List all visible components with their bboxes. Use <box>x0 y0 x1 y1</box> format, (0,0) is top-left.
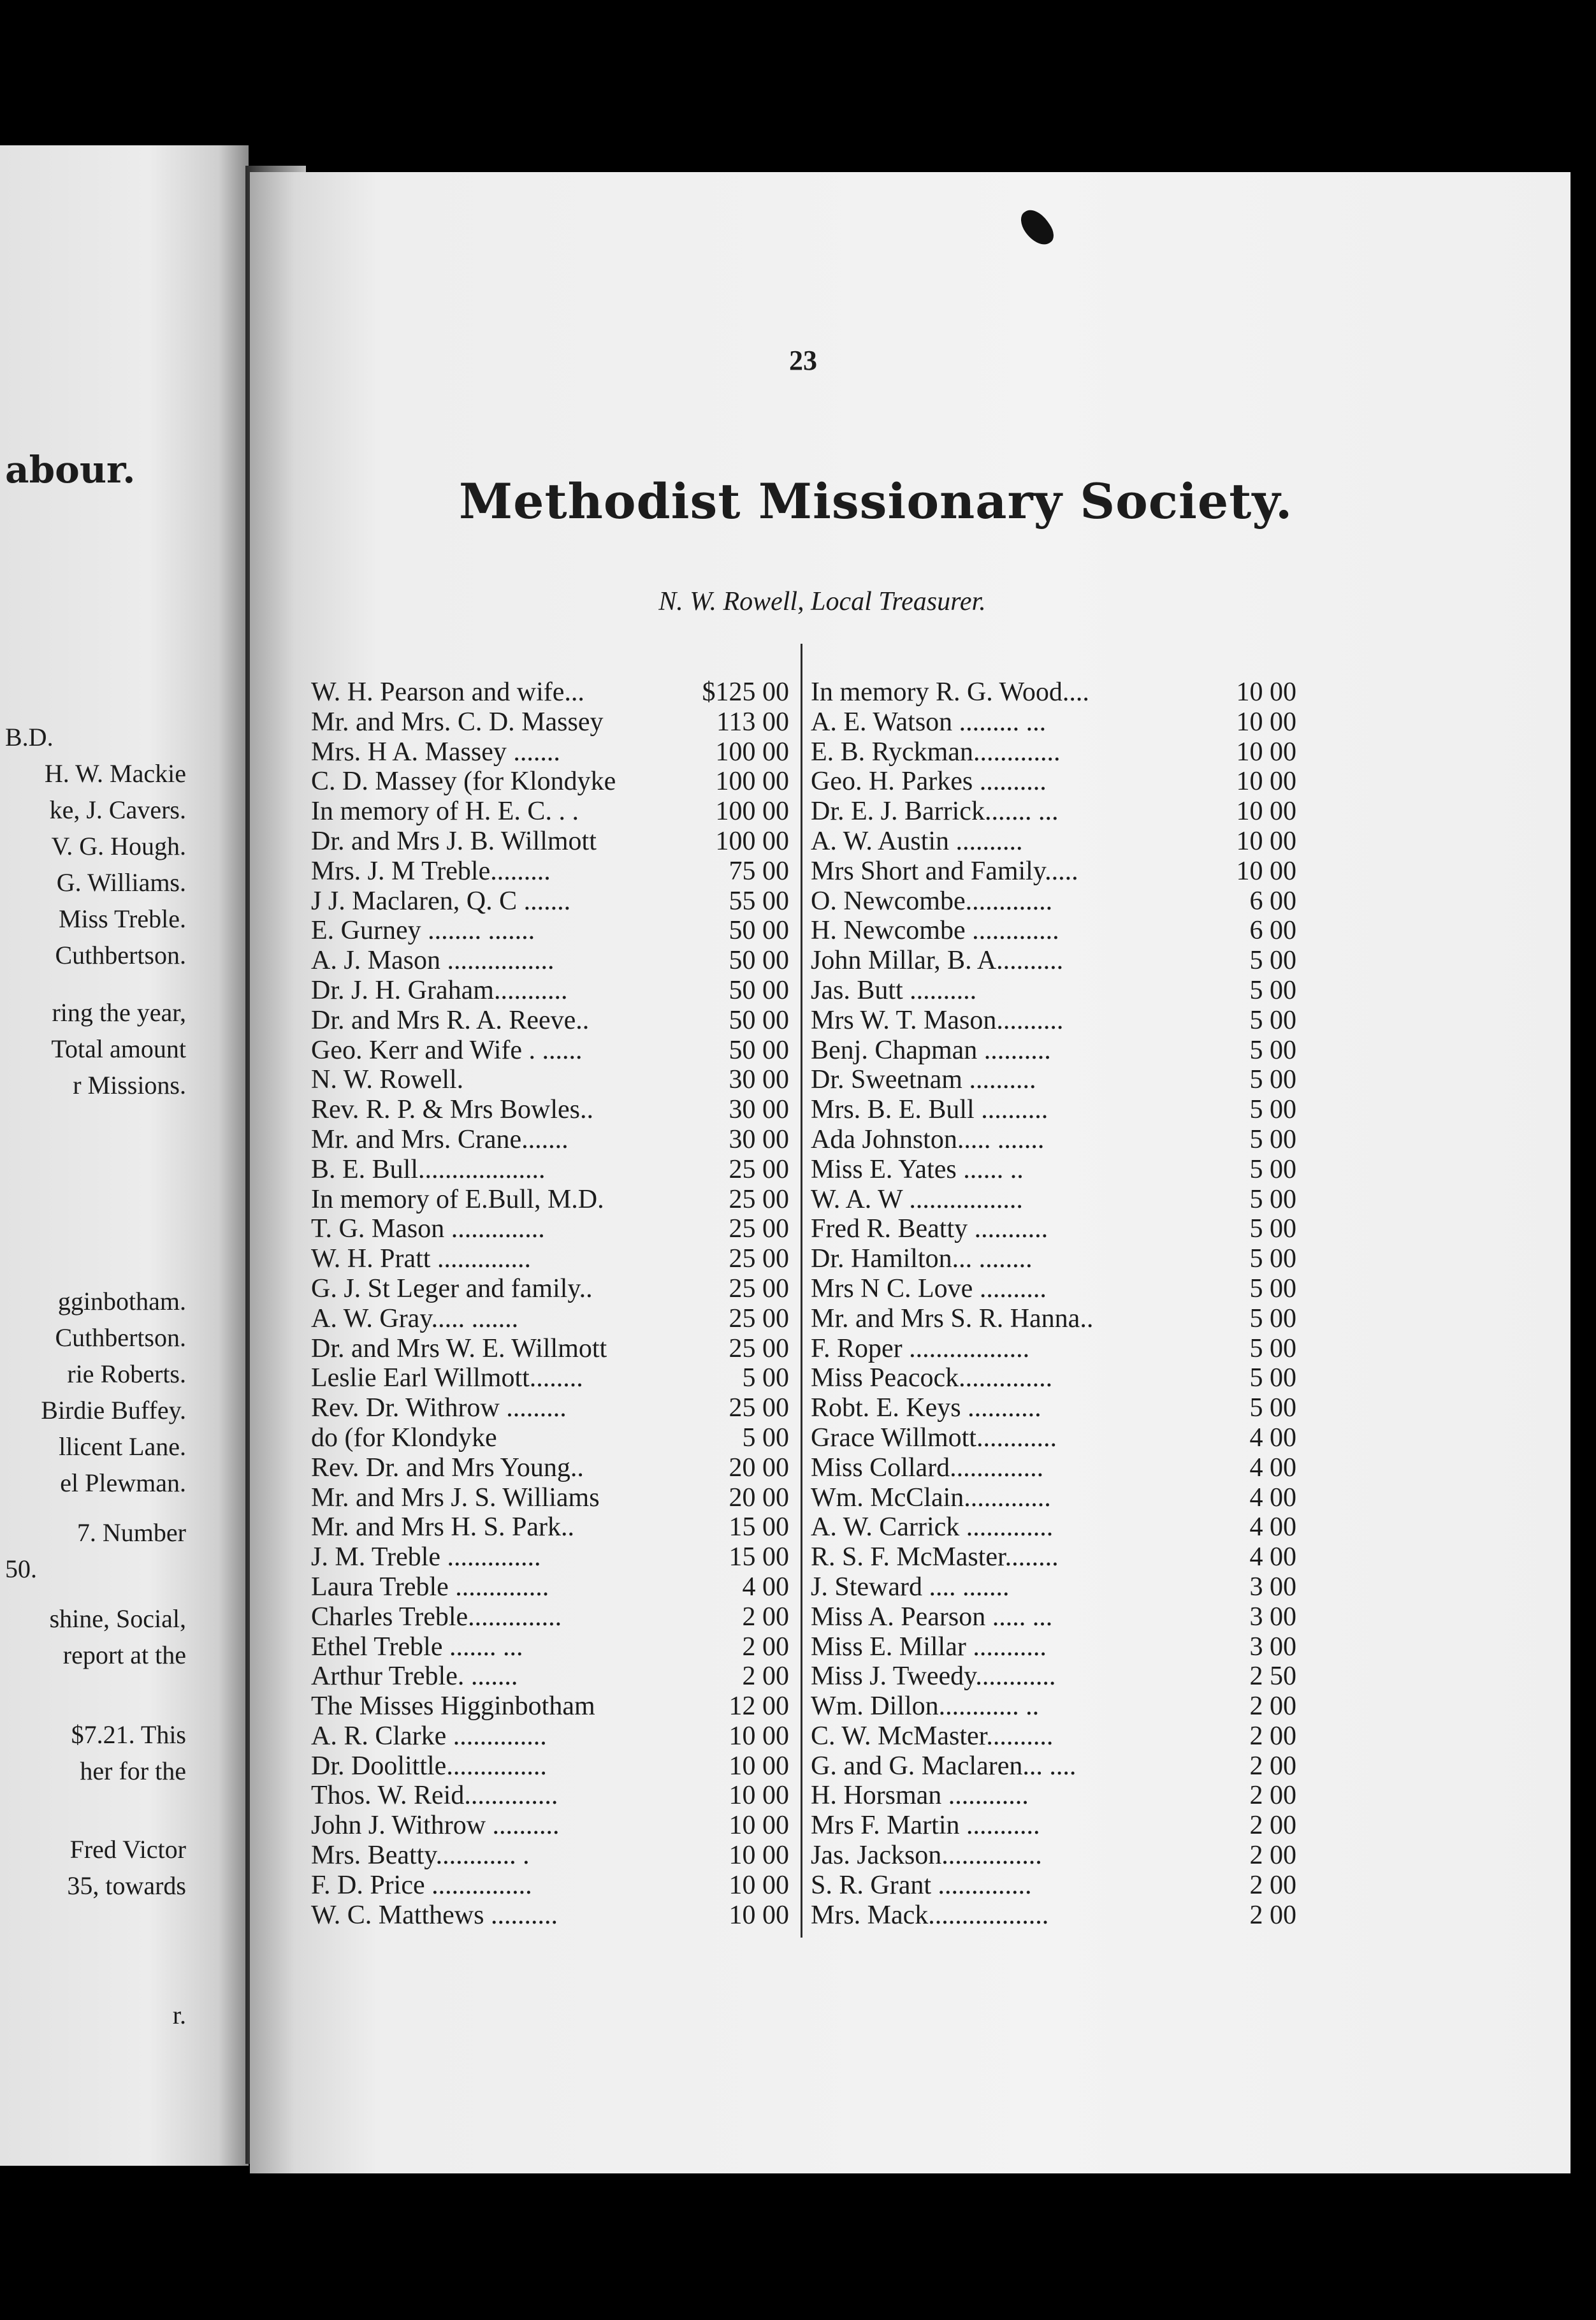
donor-name: Leslie Earl Willmott........ <box>311 1363 583 1393</box>
left-page-line: G. Williams. <box>56 868 186 897</box>
donation-amount: 10 00 <box>729 1870 789 1900</box>
donation-row <box>811 1900 1296 1930</box>
donation-row <box>311 915 789 945</box>
donation-amount: 5 00 <box>1249 1095 1296 1125</box>
donation-amount: 100 00 <box>715 737 789 767</box>
donation-row <box>311 1363 789 1393</box>
donation-row <box>311 796 789 826</box>
donation-amount: 30 00 <box>729 1124 789 1154</box>
donation-row <box>811 1005 1296 1035</box>
donation-row <box>811 1333 1296 1363</box>
donation-row <box>311 1512 789 1542</box>
donation-row <box>811 975 1296 1005</box>
donor-name: Mrs Short and Family..... <box>811 856 1078 886</box>
donor-name: R. S. F. McMaster........ <box>811 1542 1059 1572</box>
donor-name: E. B. Ryckman............. <box>811 737 1061 767</box>
donation-row <box>811 1184 1296 1214</box>
donor-name: A. E. Watson ......... ... <box>811 707 1047 737</box>
donation-amount: 2 00 <box>1249 1900 1296 1930</box>
donor-name: B. E. Bull................... <box>311 1154 546 1184</box>
donation-row <box>811 1602 1296 1632</box>
donor-name: Thos. W. Reid.............. <box>311 1781 558 1811</box>
donor-name: F. D. Price ............... <box>311 1870 532 1900</box>
left-page-line: $7.21. This <box>71 1720 186 1749</box>
donation-row <box>811 796 1296 826</box>
left-page-line: gginbotham. <box>57 1287 186 1316</box>
donation-row <box>811 1691 1296 1721</box>
donor-name: G. and G. Maclaren... .... <box>811 1751 1077 1781</box>
donation-row <box>311 1632 789 1662</box>
donation-amount: 4 00 <box>1249 1483 1296 1512</box>
donation-amount: 4 00 <box>742 1572 789 1602</box>
donor-name: W. C. Matthews .......... <box>311 1900 558 1930</box>
donation-amount: 5 00 <box>1249 1184 1296 1214</box>
donation-amount: 5 00 <box>1249 1005 1296 1035</box>
donor-name: Rev. Dr. and Mrs Young.. <box>311 1453 584 1483</box>
donation-row <box>811 1154 1296 1184</box>
donation-amount: $125 00 <box>702 678 789 707</box>
donation-amount: 25 00 <box>729 1393 789 1423</box>
left-page-line: Birdie Buffey. <box>41 1396 186 1425</box>
donation-row <box>811 707 1296 737</box>
donor-name: Geo. Kerr and Wife . ...... <box>311 1035 583 1065</box>
donation-amount: 10 00 <box>1236 678 1296 707</box>
donation-row <box>311 677 789 707</box>
donation-row <box>811 1035 1296 1065</box>
donor-name: Jas. Jackson............... <box>811 1841 1042 1871</box>
left-page-line: Cuthbertson. <box>55 1323 186 1352</box>
donation-amount: 25 00 <box>729 1244 789 1274</box>
donor-name: A. W. Gray..... ....... <box>311 1303 519 1333</box>
donor-name: Rev. Dr. Withrow ......... <box>311 1393 567 1423</box>
donation-row <box>311 1840 789 1870</box>
donation-amount: 5 00 <box>1249 1124 1296 1154</box>
donation-amount: 10 00 <box>1236 707 1296 737</box>
donor-name: Robt. E. Keys ........... <box>811 1393 1041 1423</box>
donation-row <box>811 1243 1296 1273</box>
column-divider <box>801 644 802 1938</box>
donor-name: G. J. St Leger and family.. <box>311 1273 593 1303</box>
donation-row <box>311 1780 789 1810</box>
donation-row <box>811 1840 1296 1870</box>
donation-amount: 10 00 <box>729 1900 789 1930</box>
donor-name: H. Horsman ............ <box>811 1781 1029 1811</box>
donation-row <box>311 1691 789 1721</box>
donation-amount: 50 00 <box>729 1005 789 1035</box>
donor-name: C. W. McMaster.......... <box>811 1721 1054 1751</box>
donation-amount: 100 00 <box>715 767 789 797</box>
donation-amount: 5 00 <box>1249 1065 1296 1095</box>
left-page-line: report at the <box>62 1641 186 1669</box>
donation-amount: 10 00 <box>1236 856 1296 886</box>
donor-name: Mrs F. Martin ........... <box>811 1811 1040 1841</box>
donation-row <box>311 1751 789 1781</box>
donor-name: In memory of E.Bull, M.D. <box>311 1184 604 1214</box>
donor-name: Mr. and Mrs S. R. Hanna.. <box>811 1303 1094 1333</box>
donor-name: S. R. Grant .............. <box>811 1870 1032 1900</box>
donation-row <box>811 677 1296 707</box>
donation-amount: 12 00 <box>729 1692 789 1722</box>
donor-name: Wm. Dillon............ .. <box>811 1692 1040 1722</box>
donation-amount: 3 00 <box>1249 1572 1296 1602</box>
donor-name: Miss A. Pearson ..... ... <box>811 1602 1053 1632</box>
left-page-line: ring the year, <box>52 998 186 1027</box>
donation-row <box>311 1721 789 1751</box>
donation-row <box>311 1005 789 1035</box>
donor-name: Mrs W. T. Mason.......... <box>811 1005 1064 1035</box>
page-number: 23 <box>789 345 817 376</box>
donation-row <box>811 915 1296 945</box>
donation-row <box>311 1870 789 1900</box>
donation-amount: 5 00 <box>1249 1273 1296 1303</box>
donation-amount: 5 00 <box>1249 1035 1296 1065</box>
donation-amount: 50 00 <box>729 1035 789 1065</box>
donation-amount: 5 00 <box>1249 1214 1296 1244</box>
donation-row <box>311 826 789 856</box>
donation-amount: 30 00 <box>729 1095 789 1125</box>
donor-name: A. R. Clarke .............. <box>311 1721 547 1751</box>
donor-name: John J. Withrow .......... <box>311 1811 560 1841</box>
donation-amount: 50 00 <box>729 916 789 946</box>
donation-amount: 25 00 <box>729 1154 789 1184</box>
donor-name: John Millar, B. A.......... <box>811 946 1064 976</box>
donation-row <box>311 707 789 737</box>
donation-row <box>811 1512 1296 1542</box>
donor-name: W. A. W ................. <box>811 1184 1023 1214</box>
donor-name: Mr. and Mrs J. S. Williams <box>311 1483 600 1512</box>
donation-amount: 6 00 <box>1249 916 1296 946</box>
donation-amount: 4 00 <box>1249 1423 1296 1453</box>
left-page-heading: abour. <box>5 448 136 491</box>
donor-name: Mrs. J. M Treble......... <box>311 856 551 886</box>
donation-row <box>311 1243 789 1273</box>
donation-row <box>811 1363 1296 1393</box>
donation-row <box>311 1064 789 1094</box>
donation-amount: 50 00 <box>729 946 789 976</box>
donor-name: C. D. Massey (for Klondyke <box>311 767 616 797</box>
page-subtitle: N. W. Rowell, Local Treasurer. <box>658 587 986 616</box>
donor-name: J. Steward .... ....... <box>811 1572 1010 1602</box>
donation-amount: 30 00 <box>729 1065 789 1095</box>
donation-amount: 20 00 <box>729 1483 789 1512</box>
donation-row <box>811 1423 1296 1453</box>
donation-row <box>311 1483 789 1512</box>
donation-row <box>811 826 1296 856</box>
donor-name: Mrs. B. E. Bull .......... <box>811 1095 1048 1125</box>
left-page-line: Total amount <box>51 1034 186 1063</box>
donation-row <box>311 1094 789 1124</box>
donation-row <box>811 1751 1296 1781</box>
donor-name: F. Roper .................. <box>811 1333 1030 1363</box>
donor-name: Dr. Sweetnam .......... <box>811 1065 1036 1095</box>
donor-name: Dr. and Mrs W. E. Willmott <box>311 1333 607 1363</box>
donation-amount: 10 00 <box>729 1781 789 1811</box>
donation-amount: 100 00 <box>715 797 789 827</box>
donor-name: Dr. Doolittle............... <box>311 1751 547 1781</box>
donation-amount: 2 00 <box>1249 1841 1296 1871</box>
left-page-line: ke, J. Cavers. <box>49 795 186 824</box>
page-title: Methodist Missionary Society. <box>459 473 1293 530</box>
left-page-line: r Missions. <box>73 1071 186 1099</box>
donation-row <box>311 1602 789 1632</box>
donation-amount: 2 00 <box>742 1662 789 1692</box>
donor-name: A. J. Mason ................ <box>311 946 555 976</box>
donor-name: Miss J. Tweedy............ <box>811 1662 1056 1692</box>
donor-name: J J. Maclaren, Q. C ....... <box>311 886 571 916</box>
donation-amount: 3 00 <box>1249 1632 1296 1662</box>
donation-amount: 25 00 <box>729 1333 789 1363</box>
donation-row <box>311 1303 789 1333</box>
donor-name: Geo. H. Parkes .......... <box>811 767 1047 797</box>
donation-row <box>311 1453 789 1483</box>
donation-row <box>311 1333 789 1363</box>
donation-amount: 100 00 <box>715 826 789 856</box>
donation-amount: 10 00 <box>729 1841 789 1871</box>
left-page-line: shine, Social, <box>49 1604 186 1633</box>
donor-name: T. G. Mason .............. <box>311 1214 545 1244</box>
donor-name: Arthur Treble. ....... <box>311 1662 518 1692</box>
donor-name: Charles Treble.............. <box>311 1602 562 1632</box>
donation-amount: 10 00 <box>729 1751 789 1781</box>
donation-row <box>811 856 1296 886</box>
donor-name: Rev. R. P. & Mrs Bowles.. <box>311 1095 593 1125</box>
donor-name: Miss Peacock.............. <box>811 1363 1053 1393</box>
donor-name: Miss E. Yates ...... .. <box>811 1154 1024 1184</box>
donation-row <box>811 1780 1296 1810</box>
donor-name: do (for Klondyke <box>311 1423 497 1453</box>
donor-name: Mr. and Mrs. Crane....... <box>311 1124 569 1154</box>
donation-row <box>811 1393 1296 1423</box>
donor-name: J. M. Treble .............. <box>311 1542 541 1572</box>
left-page-line: 7. Number <box>76 1518 186 1547</box>
donation-amount: 5 00 <box>1249 1333 1296 1363</box>
donor-name: A. W. Austin .......... <box>811 826 1023 856</box>
donation-row <box>311 766 789 796</box>
left-page-line: H. W. Mackie <box>44 759 186 788</box>
donation-row <box>311 1393 789 1423</box>
donation-row <box>811 1721 1296 1751</box>
donation-amount: 2 00 <box>1249 1811 1296 1841</box>
donor-name: Mrs N C. Love .......... <box>811 1273 1047 1303</box>
left-page-line: 50. <box>5 1555 37 1583</box>
donation-row <box>311 737 789 767</box>
donation-row <box>311 1035 789 1065</box>
left-page-line: Fred Victor <box>69 1835 186 1864</box>
donation-amount: 25 00 <box>729 1273 789 1303</box>
donation-amount: 20 00 <box>729 1453 789 1483</box>
donation-amount: 2 50 <box>1249 1662 1296 1692</box>
donor-name: Mr. and Mrs. C. D. Massey <box>311 707 604 737</box>
donor-name: Fred R. Beatty ........... <box>811 1214 1048 1244</box>
donor-name: Laura Treble .............. <box>311 1572 549 1602</box>
donation-amount: 113 00 <box>716 707 789 737</box>
donation-row <box>311 1184 789 1214</box>
donation-amount: 4 00 <box>1249 1453 1296 1483</box>
donor-column-left <box>311 677 789 1929</box>
donation-amount: 15 00 <box>729 1512 789 1542</box>
donor-name: A. W. Carrick ............. <box>811 1512 1054 1542</box>
donation-amount: 2 00 <box>1249 1781 1296 1811</box>
donor-name: W. H. Pratt .............. <box>311 1244 531 1274</box>
donation-row <box>811 1124 1296 1154</box>
donation-amount: 50 00 <box>729 975 789 1005</box>
donor-name: Dr. Hamilton... ........ <box>811 1244 1033 1274</box>
donation-row <box>311 1572 789 1602</box>
donor-column-right <box>811 677 1296 1929</box>
donation-amount: 5 00 <box>1249 1303 1296 1333</box>
donation-row <box>311 1661 789 1691</box>
donation-amount: 25 00 <box>729 1214 789 1244</box>
donation-row <box>811 1453 1296 1483</box>
donor-name: Benj. Chapman .......... <box>811 1035 1051 1065</box>
donation-amount: 2 00 <box>1249 1870 1296 1900</box>
donor-name: Miss E. Millar ........... <box>811 1632 1047 1662</box>
donor-name: Miss Collard.............. <box>811 1453 1044 1483</box>
donor-name: Mrs. Mack.................. <box>811 1900 1049 1930</box>
donor-name: W. H. Pearson and wife... <box>311 678 584 707</box>
donation-amount: 10 00 <box>1236 767 1296 797</box>
donation-amount: 5 00 <box>742 1423 789 1453</box>
donation-row <box>811 1542 1296 1572</box>
left-page-line: r. <box>172 2001 186 2029</box>
donation-amount: 2 00 <box>1249 1692 1296 1722</box>
donation-row <box>811 1094 1296 1124</box>
donation-amount: 5 00 <box>1249 946 1296 976</box>
left-page-line: Miss Treble. <box>58 904 186 933</box>
donor-name: Dr. and Mrs R. A. Reeve.. <box>311 1005 590 1035</box>
left-page <box>0 145 249 2166</box>
left-page-text <box>0 145 249 2166</box>
donation-amount: 2 00 <box>1249 1751 1296 1781</box>
donation-amount: 2 00 <box>742 1632 789 1662</box>
left-page-line: el Plewman. <box>60 1468 186 1497</box>
donation-amount: 10 00 <box>1236 737 1296 767</box>
donor-name: H. Newcombe ............. <box>811 916 1059 946</box>
left-page-line: 35, towards <box>67 1871 186 1900</box>
donation-row <box>811 1661 1296 1691</box>
donation-row <box>311 1900 789 1930</box>
left-page-line: llicent Lane. <box>59 1432 186 1461</box>
donation-row <box>811 1214 1296 1243</box>
donation-amount: 2 00 <box>1249 1721 1296 1751</box>
donor-name: O. Newcombe............. <box>811 886 1053 916</box>
donation-row <box>811 766 1296 796</box>
donation-row <box>811 1303 1296 1333</box>
donation-row <box>311 1423 789 1453</box>
donation-amount: 5 00 <box>1249 1154 1296 1184</box>
donation-row <box>811 1632 1296 1662</box>
donation-amount: 4 00 <box>1249 1542 1296 1572</box>
donation-row <box>311 1273 789 1303</box>
donation-amount: 5 00 <box>1249 975 1296 1005</box>
donation-amount: 25 00 <box>729 1303 789 1333</box>
donation-amount: 10 00 <box>729 1811 789 1841</box>
donation-row <box>811 1064 1296 1094</box>
donor-name: In memory R. G. Wood.... <box>811 678 1089 707</box>
donor-name: N. W. Rowell. <box>311 1065 464 1095</box>
donation-row <box>311 1124 789 1154</box>
donation-amount: 15 00 <box>729 1542 789 1572</box>
donor-name: Mr. and Mrs H. S. Park.. <box>311 1512 575 1542</box>
left-page-line: Cuthbertson. <box>55 941 186 969</box>
donation-row <box>311 1810 789 1840</box>
donation-amount: 10 00 <box>729 1721 789 1751</box>
donation-amount: 3 00 <box>1249 1602 1296 1632</box>
donation-amount: 10 00 <box>1236 826 1296 856</box>
donor-name: Dr. and Mrs J. B. Willmott <box>311 826 597 856</box>
donor-name: Dr. J. H. Graham........... <box>311 975 568 1005</box>
donation-row <box>811 886 1296 916</box>
donation-amount: 5 00 <box>1249 1393 1296 1423</box>
donation-amount: 5 00 <box>742 1363 789 1393</box>
left-page-line: V. G. Hough. <box>51 832 186 860</box>
donation-row <box>311 945 789 975</box>
donation-amount: 55 00 <box>729 886 789 916</box>
donor-name: Dr. E. J. Barrick....... ... <box>811 797 1059 827</box>
donation-row <box>311 1214 789 1243</box>
donation-amount: 5 00 <box>1249 1363 1296 1393</box>
donation-amount: 25 00 <box>729 1184 789 1214</box>
donor-name: Ethel Treble ....... ... <box>311 1632 523 1662</box>
donation-row <box>811 1810 1296 1840</box>
donation-row <box>311 1154 789 1184</box>
left-page-line: B.D. <box>5 723 54 751</box>
donation-row <box>311 975 789 1005</box>
donation-amount: 4 00 <box>1249 1512 1296 1542</box>
donor-name: Grace Willmott............ <box>811 1423 1057 1453</box>
donor-name: Mrs. Beatty............ . <box>311 1841 530 1871</box>
donation-amount: 2 00 <box>742 1602 789 1632</box>
donor-name: Jas. Butt .......... <box>811 975 977 1005</box>
donation-row <box>811 1483 1296 1512</box>
donor-name: Wm. McClain............. <box>811 1483 1051 1512</box>
donation-row <box>811 1572 1296 1602</box>
left-page-line: her for the <box>80 1757 186 1785</box>
donation-row <box>811 1870 1296 1900</box>
donation-amount: 6 00 <box>1249 886 1296 916</box>
left-page-line: rie Roberts. <box>67 1359 186 1388</box>
donation-amount: 5 00 <box>1249 1244 1296 1274</box>
donation-row <box>311 1542 789 1572</box>
donation-row <box>811 737 1296 767</box>
donation-row <box>311 856 789 886</box>
donation-amount: 10 00 <box>1236 797 1296 827</box>
donation-row <box>811 945 1296 975</box>
donation-row <box>311 886 789 916</box>
donor-name: The Misses Higginbotham <box>311 1692 595 1722</box>
donor-name: In memory of H. E. C. . . <box>311 797 579 827</box>
donation-amount: 75 00 <box>729 856 789 886</box>
donor-name: Ada Johnston..... ....... <box>811 1124 1045 1154</box>
donor-name: Mrs. H A. Massey ....... <box>311 737 560 767</box>
donor-name: E. Gurney ........ ....... <box>311 916 535 946</box>
donation-row <box>811 1273 1296 1303</box>
